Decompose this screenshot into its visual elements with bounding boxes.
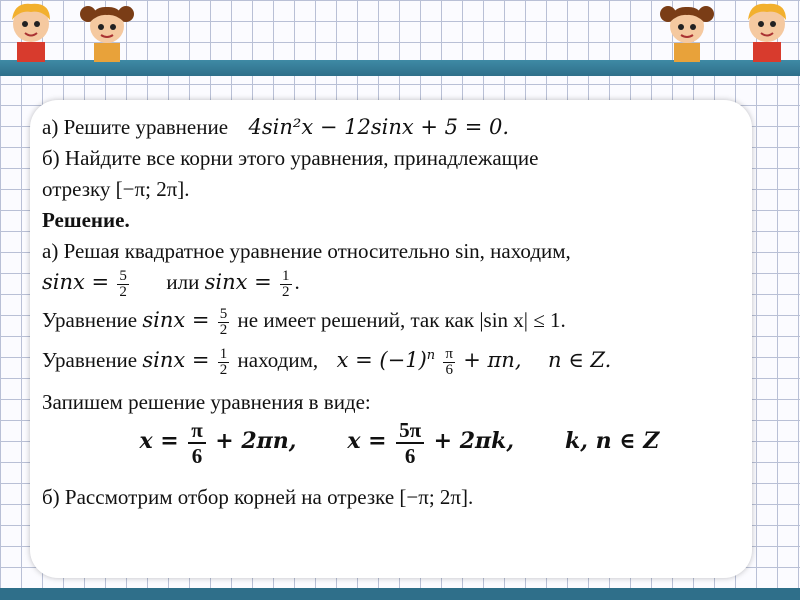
- denominator: 6: [445, 361, 453, 378]
- numerator: 1: [282, 267, 290, 284]
- denominator: 2: [282, 283, 290, 300]
- numerator: π: [188, 418, 206, 444]
- fraction-one-half: [218, 347, 230, 378]
- boy-illustration-icon: [738, 0, 796, 62]
- part-b-solution-line: б) Рассмотрим отбор корней на отрезке [−π; 2π].: [42, 485, 474, 509]
- numerator: 5: [219, 305, 228, 322]
- numerator: 5: [119, 267, 127, 284]
- numerator: 5π: [396, 418, 424, 444]
- task-equation: 4sin²x − 12sinx + 5 = 0.: [248, 115, 510, 139]
- root2-lhs: x =: [347, 428, 387, 455]
- kn-in-z: k, n ∈ Z: [565, 428, 660, 455]
- numerator: π: [445, 345, 453, 362]
- solution-text: [42, 112, 742, 513]
- root1-lhs: x =: [139, 428, 179, 455]
- numerator: 1: [219, 345, 228, 362]
- sinx-label: sinx =: [142, 348, 210, 372]
- plus-pi-n: + πn,: [463, 348, 522, 372]
- power-n: n: [426, 348, 436, 363]
- task-part-b-line1: б) Найдите все корни этого уравнения, принадлежащие: [42, 146, 539, 170]
- general-solution-line: [42, 345, 742, 387]
- task-part-b-line2: отрезку [−π; 2π].: [42, 177, 190, 201]
- fraction-one-half: [280, 269, 292, 300]
- task-part-a: [42, 112, 742, 143]
- denominator: 6: [404, 444, 416, 468]
- footer-band: [0, 588, 800, 600]
- fraction-5pi-over-6-bold: [396, 418, 424, 468]
- denominator: 2: [119, 283, 127, 300]
- fraction-pi-over-6-bold: [188, 418, 206, 468]
- no-solution-text: не имеет решений, так как |sin x| ≤ 1.: [237, 308, 566, 332]
- or-word: или: [166, 270, 200, 294]
- general-formula: x = (−1): [336, 348, 427, 372]
- denominator: 2: [219, 321, 228, 338]
- solution-intro: а) Решая квадратное уравнение относительно sin, находим,: [42, 239, 571, 263]
- final-roots-line: [42, 418, 742, 476]
- equation-word: Уравнение: [42, 348, 138, 372]
- roots-line: [42, 267, 742, 305]
- denominator: 2: [219, 361, 228, 378]
- root1-rhs: + 2πn,: [215, 428, 297, 455]
- fraction-five-halves: [218, 307, 230, 338]
- root2-rhs: + 2πk,: [433, 428, 515, 455]
- sinx-label: sinx =: [204, 270, 272, 294]
- period: .: [294, 270, 300, 294]
- part-a-label: а) Решите уравнение: [42, 115, 229, 139]
- solution-heading: Решение.: [42, 208, 130, 232]
- no-solution-line: [42, 305, 742, 345]
- sinx-label: sinx =: [42, 270, 110, 294]
- header-band: [0, 60, 800, 76]
- sinx-label: sinx =: [142, 308, 210, 332]
- girl-illustration-icon: [78, 0, 136, 62]
- find-word: находим,: [237, 348, 319, 372]
- write-form-line: Запишем решение уравнения в виде:: [42, 390, 371, 414]
- fraction-five-halves: [117, 269, 129, 300]
- equation-word: Уравнение: [42, 308, 138, 332]
- boy-illustration-icon: [2, 0, 60, 62]
- fraction-pi-over-6: [443, 347, 455, 378]
- girl-illustration-icon: [658, 0, 716, 62]
- n-in-z: n ∈ Z.: [548, 348, 612, 372]
- denominator: 6: [191, 444, 203, 468]
